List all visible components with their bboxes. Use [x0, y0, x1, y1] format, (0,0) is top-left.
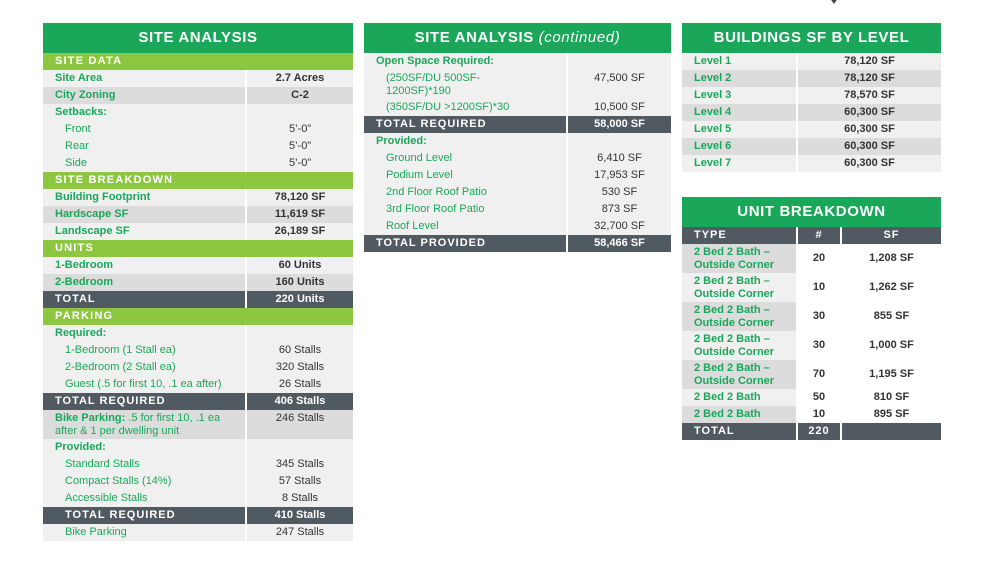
unit-type-line2: Outside Corner [694, 288, 775, 300]
open-space-total-required-value: 58,000 SF [566, 116, 671, 133]
open-space-req1-line1: (250SF/DU 500SF- [386, 72, 481, 84]
bike-parking-required-value: 246 Stalls [245, 410, 353, 439]
parking-total-required-value: 406 Stalls [245, 393, 353, 410]
level-value: 60,300 SF [796, 121, 941, 138]
open-space-total-required-label: TOTAL REQUIRED [376, 118, 487, 130]
unit-count: 70 [796, 360, 840, 389]
open-space-item-label: 3rd Floor Roof Patio [364, 201, 566, 218]
units-total-row [43, 291, 353, 308]
level-row [682, 121, 941, 138]
parking-required-value [245, 325, 353, 342]
unit-row-simple [682, 389, 941, 406]
setback-label: Front [43, 121, 245, 138]
unit-sf: 1,262 SF [840, 273, 941, 302]
breakdown-value: 11,619 SF [245, 206, 353, 223]
unit-type-line2: Outside Corner [694, 346, 775, 358]
level-value: 60,300 SF [796, 155, 941, 172]
bike-parking-rule: .5 for first 10, .1 ea [125, 412, 221, 424]
open-space-item-label: Roof Level [364, 218, 566, 235]
parking-provided-item-label: Standard Stalls [43, 456, 245, 473]
open-space-item [364, 184, 671, 201]
unit-sf: 1,195 SF [840, 360, 941, 389]
level-label: Level 2 [682, 70, 796, 87]
breakdown-row [43, 223, 353, 240]
parking-required-label: Required: [43, 325, 245, 342]
unit-type [682, 302, 796, 331]
open-space-item-value: 17,953 SF [566, 167, 671, 184]
level-row [682, 104, 941, 121]
unit-type [682, 273, 796, 302]
site-area-value: 2.7 Acres [245, 70, 353, 87]
parking-label: 2-Bedroom (2 Stall ea) [43, 359, 245, 376]
bike-parking-value: 247 Stalls [245, 524, 353, 541]
unit-sf: 1,208 SF [840, 244, 941, 273]
site-analysis-continued-title [364, 23, 671, 53]
open-space-item [364, 201, 671, 218]
open-space-item-value: 6,410 SF [566, 150, 671, 167]
open-space-item-label: 2nd Floor Roof Patio [364, 184, 566, 201]
type-header: TYPE [694, 229, 727, 241]
unit-type-line2: Outside Corner [694, 259, 775, 271]
parking-total-required-row [43, 393, 353, 410]
open-space-item [364, 150, 671, 167]
unit-count: 30 [796, 302, 840, 331]
open-space-req2-row [364, 99, 671, 116]
unit-count: 10 [796, 406, 840, 423]
unit-breakdown-title: UNIT BREAKDOWN [682, 197, 941, 227]
bike-parking-row [43, 524, 353, 541]
unit-type [682, 244, 796, 273]
open-space-required-label: Open Space Required: [364, 53, 566, 70]
unit-sf: 810 SF [840, 389, 941, 406]
unit-type-line1: 2 Bed 2 Bath – [694, 246, 770, 258]
corner-marker-icon [827, 0, 841, 4]
bike-parking-required-row [43, 410, 353, 439]
parking-provided-item-value: 8 Stalls [245, 490, 353, 507]
open-space-item-label: Podium Level [364, 167, 566, 184]
unit-row [682, 273, 941, 302]
parking-row [43, 342, 353, 359]
parking-provided-value [245, 439, 353, 456]
unit-total-value: 220 [796, 423, 840, 440]
site-analysis-panel [43, 23, 353, 541]
unit-sf: 855 SF [840, 302, 941, 331]
setback-row [43, 155, 353, 172]
parking-provided-item [43, 490, 353, 507]
setback-value: 5’-0” [245, 121, 353, 138]
breakdown-label: Building Footprint [43, 189, 245, 206]
level-label: Level 1 [682, 53, 796, 70]
units-value: 160 Units [245, 274, 353, 291]
units-label: 2-Bedroom [43, 274, 245, 291]
unit-type [682, 360, 796, 389]
city-zoning-label: City Zoning [43, 87, 245, 104]
parking-provided-item [43, 473, 353, 490]
unit-count: 50 [796, 389, 840, 406]
count-header: # [796, 227, 840, 244]
parking-value: 26 Stalls [245, 376, 353, 393]
open-space-req1-value: 47,500 SF [566, 70, 671, 99]
continued-title-main: SITE ANALYSIS [414, 29, 534, 46]
site-breakdown-heading: SITE BREAKDOWN [43, 172, 353, 189]
open-space-req2-value: 10,500 SF [566, 99, 671, 116]
unit-row [682, 331, 941, 360]
parking-row [43, 359, 353, 376]
parking-required-row [43, 325, 353, 342]
unit-sf: 1,000 SF [840, 331, 941, 360]
parking-total-required-label: TOTAL REQUIRED [55, 395, 166, 407]
setbacks-label: Setbacks: [43, 104, 245, 121]
unit-row [682, 302, 941, 331]
setbacks-row [43, 104, 353, 121]
parking-total-required2-row [43, 507, 353, 524]
buildings-sf-title: BUILDINGS SF BY LEVEL [682, 23, 941, 53]
unit-sf: 895 SF [840, 406, 941, 423]
units-row [43, 274, 353, 291]
open-space-req1-line2: 1200SF)*190 [386, 85, 451, 97]
unit-total-row [682, 423, 941, 440]
units-total-value: 220 Units [245, 291, 353, 308]
units-total-label: TOTAL [55, 293, 96, 305]
level-label: Level 6 [682, 138, 796, 155]
breakdown-row [43, 189, 353, 206]
unit-count: 30 [796, 331, 840, 360]
parking-value: 320 Stalls [245, 359, 353, 376]
level-label: Level 3 [682, 87, 796, 104]
setback-label: Rear [43, 138, 245, 155]
site-area-row [43, 70, 353, 87]
open-space-item-value: 873 SF [566, 201, 671, 218]
unit-type-line1: 2 Bed 2 Bath – [694, 333, 770, 345]
open-space-required-row [364, 53, 671, 70]
breakdown-row [43, 206, 353, 223]
parking-row [43, 376, 353, 393]
breakdown-label: Landscape SF [43, 223, 245, 240]
open-space-total-required-row [364, 116, 671, 133]
open-space-provided-label: Provided: [364, 133, 566, 150]
sf-header: SF [840, 227, 941, 244]
parking-provided-item-label: Accessible Stalls [43, 490, 245, 507]
setback-label: Side [43, 155, 245, 172]
parking-total-required2-label: TOTAL REQUIRED [65, 509, 176, 521]
unit-total-sf [840, 423, 941, 440]
open-space-item-label: Ground Level [364, 150, 566, 167]
open-space-item [364, 218, 671, 235]
parking-total-required2-value: 410 Stalls [245, 507, 353, 524]
unit-breakdown-header [682, 227, 941, 244]
bike-parking-label: Bike Parking [43, 524, 245, 541]
breakdown-value: 78,120 SF [245, 189, 353, 206]
parking-value: 60 Stalls [245, 342, 353, 359]
units-row [43, 257, 353, 274]
unit-breakdown-panel [682, 197, 941, 440]
setback-row [43, 138, 353, 155]
unit-row [682, 244, 941, 273]
units-heading: UNITS [43, 240, 353, 257]
open-space-total-provided-label: TOTAL PROVIDED [376, 237, 486, 249]
unit-type-line1: 2 Bed 2 Bath – [694, 275, 770, 287]
parking-provided-row [43, 439, 353, 456]
parking-provided-item-value: 57 Stalls [245, 473, 353, 490]
parking-label: 1-Bedroom (1 Stall ea) [43, 342, 245, 359]
parking-provided-item [43, 456, 353, 473]
unit-type-line2: Outside Corner [694, 317, 775, 329]
units-value: 60 Units [245, 257, 353, 274]
unit-row-simple [682, 406, 941, 423]
open-space-item [364, 167, 671, 184]
setback-value: 5’-0” [245, 155, 353, 172]
level-value: 78,120 SF [796, 70, 941, 87]
level-label: Level 7 [682, 155, 796, 172]
level-value: 78,120 SF [796, 53, 941, 70]
open-space-total-provided-value: 58,466 SF [566, 235, 671, 252]
continued-title-suffix: (continued) [538, 29, 621, 46]
unit-type [682, 331, 796, 360]
breakdown-label: Hardscape SF [43, 206, 245, 223]
unit-count: 20 [796, 244, 840, 273]
open-space-total-provided-row [364, 235, 671, 252]
setback-value: 5’-0” [245, 138, 353, 155]
level-row [682, 53, 941, 70]
open-space-provided-value [566, 133, 671, 150]
level-label: Level 4 [682, 104, 796, 121]
level-row [682, 70, 941, 87]
setback-row [43, 121, 353, 138]
open-space-item-value: 530 SF [566, 184, 671, 201]
site-analysis-title: SITE ANALYSIS [43, 23, 353, 53]
bike-parking-required-label [43, 410, 245, 439]
site-data-heading: SITE DATA [43, 53, 353, 70]
level-row [682, 87, 941, 104]
unit-type-line1: 2 Bed 2 Bath – [694, 304, 770, 316]
city-zoning-value: C-2 [245, 87, 353, 104]
unit-total-label: TOTAL [694, 425, 735, 437]
parking-provided-item-value: 345 Stalls [245, 456, 353, 473]
parking-label: Guest (.5 for first 10, .1 ea after) [43, 376, 245, 393]
open-space-req2-label: (350SF/DU >1200SF)*30 [364, 99, 566, 116]
units-label: 1-Bedroom [43, 257, 245, 274]
level-value: 60,300 SF [796, 104, 941, 121]
level-row [682, 138, 941, 155]
setbacks-value [245, 104, 353, 121]
parking-provided-label: Provided: [43, 439, 245, 456]
level-label: Level 5 [682, 121, 796, 138]
parking-heading: PARKING [43, 308, 353, 325]
city-zoning-row [43, 87, 353, 104]
site-analysis-continued-panel [364, 23, 671, 252]
unit-type: 2 Bed 2 Bath [682, 389, 796, 406]
unit-row [682, 360, 941, 389]
site-area-label: Site Area [43, 70, 245, 87]
level-value: 78,570 SF [796, 87, 941, 104]
breakdown-value: 26,189 SF [245, 223, 353, 240]
unit-count: 10 [796, 273, 840, 302]
parking-provided-item-label: Compact Stalls (14%) [43, 473, 245, 490]
unit-type: 2 Bed 2 Bath [682, 406, 796, 423]
bike-parking-title: Bike Parking: [55, 412, 126, 424]
open-space-req1-label [364, 70, 566, 99]
open-space-provided-row [364, 133, 671, 150]
open-space-item-value: 32,700 SF [566, 218, 671, 235]
open-space-required-value [566, 53, 671, 70]
level-row [682, 155, 941, 172]
unit-type-line2: Outside Corner [694, 375, 775, 387]
level-value: 60,300 SF [796, 138, 941, 155]
unit-type-line1: 2 Bed 2 Bath – [694, 362, 770, 374]
open-space-req1-row [364, 70, 671, 99]
bike-parking-rule-cont: after & 1 per dwelling unit [55, 425, 180, 437]
buildings-sf-panel [682, 23, 941, 172]
